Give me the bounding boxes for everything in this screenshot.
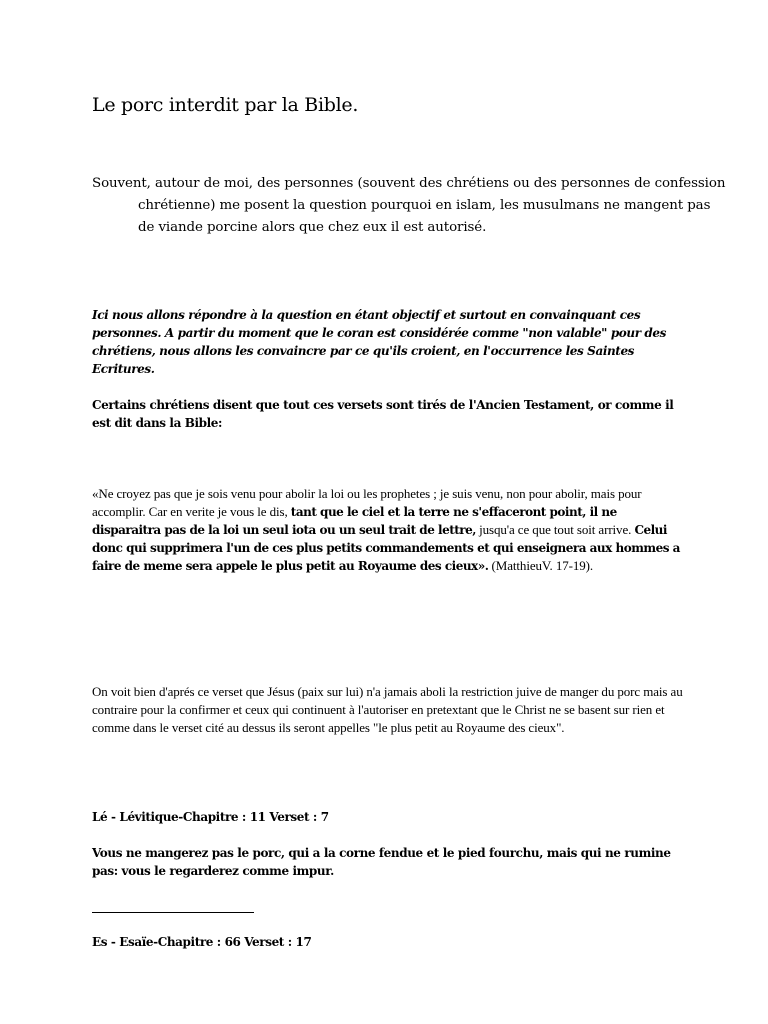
quote-citation: (MatthieuV. 17-19). xyxy=(488,558,594,573)
argument-paragraph: Ici nous allons répondre à la question en étant objectif et surtout en convainquant ces personnes. A partir du moment que le coran est considérée comme "non valable" pour des chrétiens, nous allons les convaincre par ce qu'ils croient, en l'occurrence les Saintes Ecritures. xyxy=(92,308,667,376)
separator-line xyxy=(92,912,254,913)
conclusion-paragraph: On voit bien d'aprés ce verset que Jésus (paix sur lui) n'a jamais aboli la restriction juive de manger du porc mais au contraire pour la confirmer et ceux qui continuent à l'autoriser en pretextant que le Christ ne se basent sur rien et comme dans le verset cité au dessus ils seront appelles "le plus petit au Royaume des cieux". xyxy=(92,684,683,735)
quote-bold-1: tant que le ciel et la terre ne s'effaceront point, il ne disparaitra pas de la loi un seul iota ou un seul trait de lettre, xyxy=(92,505,617,537)
reference-isaiah: Es - Esaïe-Chapitre : 66 Verset : 17 xyxy=(92,935,312,949)
quote-text-1: «Ne croyez pas que je sois venu pour abolir la loi ou les prophetes ; je suis venu, non pour abolir, mais pour accomplir. Car en verite je vous le dis, xyxy=(92,486,642,519)
objection-paragraph: Certains chrétiens disent que tout ces versets sont tirés de l'Ancien Testament, or comme il est dit dans la Bible: xyxy=(92,398,674,430)
quote-bold-2: Celui donc qui supprimera l'un de ces plus petits commandements et qui enseignera aux hommes a faire de meme sera appele le plus petit au Royaume des cieux». xyxy=(92,523,680,573)
bible-quote-paragraph xyxy=(92,485,684,575)
intro-paragraph: Souvent, autour de moi, des personnes (souvent des chrétiens ou des personnes de confession chrétienne) me posent la question pourquoi en islam, les musulmans ne mangent pas de viande porcine alors que chez eux il est autorisé. xyxy=(92,176,726,235)
page-title: Le porc interdit par la Bible. xyxy=(92,94,359,116)
reference-leviticus: Lé - Lévitique-Chapitre : 11 Verset : 7 xyxy=(92,810,329,824)
verse-leviticus: Vous ne mangerez pas le porc, qui a la corne fendue et le pied fourchu, mais qui ne rumine pas: vous le regarderez comme impur. xyxy=(92,846,671,878)
quote-text-2: jusqu'a ce que tout soit arrive. xyxy=(475,522,635,537)
